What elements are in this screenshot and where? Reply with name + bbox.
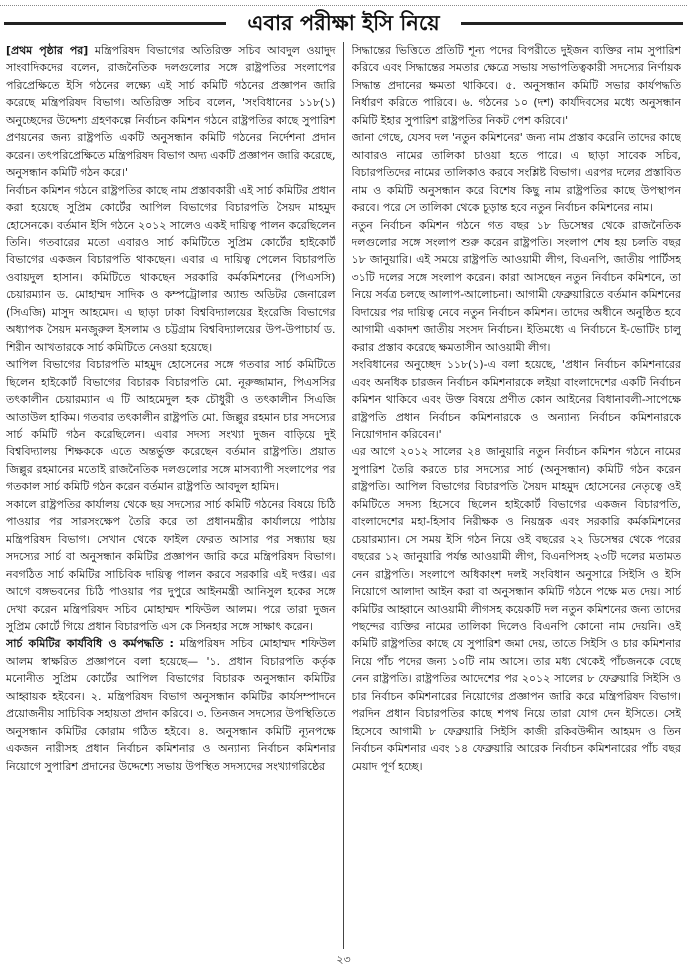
top-dotted-border — [0, 0, 687, 6]
paragraph — [352, 217, 682, 357]
headline-bar — [0, 8, 687, 38]
page-number: ২৩ — [336, 953, 351, 966]
paragraph-text: সিদ্ধান্তের ভিত্তিতে প্রতিটি শূন্য পদের বিপরীতে দুইজন ব্যক্তির নাম সুপারিশ করিবে এবং সিদ্ধান্তের সমতার ক্ষেত্রে সভায় সভাপতিত্বকারী সদস্যের নির্ণায়ক সিদ্ধান্ত প্রদানের ক্ষমতা থাকিবে। ৫. অনুসন্ধান কমিটি সভার কার্যপদ্ধতি নির্ধারণ করিতে পারিবে। ৬. গঠনের ১০ (দশ) কার্যদিবসের মধ্যে অনুসন্ধান কমিটি ইহার সুপারিশ রাষ্ট্রপতির নিকট পেশ করিবে।' — [351, 44, 681, 127]
paragraph — [6, 635, 336, 775]
headline: এবার পরীক্ষা ইসি নিয়ে — [237, 8, 449, 38]
paragraph — [6, 356, 336, 496]
paragraph-text: সংবিধানের অনুচ্ছেদ ১১৮(১)-এ বলা হয়েছে, 'প্রধান নির্বাচন কমিশনারের এবং অনধিক চারজন নির্বাচন কমিশনারকে লইয়া বাংলাদেশের একটি নির্বাচন কমিশন থাকিবে এবং উক্ত বিষয়ে প্রণীত কোন আইনের বিধানাবলী-সাপেক্ষে রাষ্ট্রপতি প্রধান নির্বাচন কমিশনারকে ও অন্যান্য নির্বাচন কমিশনারকে নিয়োগদান করিবেন।' — [351, 358, 681, 441]
paragraph-text: মন্ত্রিপরিষদ বিভাগের অতিরিক্ত সচিব আবদুল ওয়াদুদ সাংবাদিকদের বলেন, রাজনৈতিক দলগুলোর সঙ্গে রাষ্ট্রপতির সংলাপের পরিপ্রেক্ষিতে ইসি গঠনের লক্ষ্যে এই সার্চ কমিটি গঠনের প্রজ্ঞাপন জারি করেছে মন্ত্রিপরিষদ বিভাগ। অতিরিক্ত সচিব বলেন, 'সংবিধানের ১১৮(১) অনুচ্ছেদের উদ্দেশ্য গ্রহণকল্পে নির্বাচন কমিশন গঠনে রাষ্ট্রপতির কাছে সুপারিশ প্রণয়নের জন্য রাষ্ট্রপতি একটি অনুসন্ধান কমিটি গঠনের নির্দেশনা প্রদান করেন। তৎপরিপ্রেক্ষিতে মন্ত্রিপরিষদ বিভাগ অদ্য একটি প্রজ্ঞাপন জারি করেছে, অনুসন্ধান কমিটি গঠন করে।' — [6, 44, 336, 180]
paragraph-text: জানা গেছে, যেসব দল 'নতুন কমিশনের' জন্য নাম প্রস্তাব করেনি তাদের কাছে আবারও নামের তালিকা চাওয়া হতে পারে। এ ছাড়া সাবেক সচিব, বিচারপতিদের নামের তালিকাও করবে সংশ্লিষ্ট বিভাগ। এরপর দলের প্রস্তাবিত নাম ও কমিটি অনুসন্ধান করে বিশেষ কিছু নাম রাষ্ট্রপতির কাছে উপস্থাপন করবে। পরে সে তালিকা থেকে চূড়ান্ত হবে নতুন নির্বাচন কমিশনের নাম। — [351, 131, 681, 215]
paragraph-text: নির্বাচন কমিশন গঠনে রাষ্ট্রপতির কাছে নাম প্রস্তাবকারী এই সার্চ কমিটির প্রধান করা হয়েছে সুপ্রিম কোর্টের আপিল বিভাগের বিচারপতি সৈয়দ মাহমুদ হোসেনকে। বর্তমান ইসি গঠনে ২০১২ সালেও একই দায়িত্ব পালন করেছিলেন তিনি। গতবারের মতো এবারও সার্চ কমিটিতে সুপ্রিম কোর্টের হাইকোর্ট বিভাগের একজন বিচারপতি থাকছেন। এবার এ দায়িত্ব পেলেন বিচারপতি ওবায়দুল হাসান। কমিটিতে থাকছেন সরকারি কর্মকমিশনের (পিএসসি) চেয়ারম্যান ড. মোহাম্মদ সাদিক ও কম্পট্রোলার অ্যান্ড অডিটর জেনারেল (সিএজি) মাসুদ আহমেদ। এ ছাড়া ঢাকা বিশ্ববিদ্যালয়ের ইংরেজি বিভাগের অধ্যাপক সৈয়দ মনজুরুল ইসলাম ও চট্টগ্রাম বিশ্ববিদ্যালয়ের উপ-উপাচার্য ড. শিরীন আখতারকে সার্চ কমিটিতে নেওয়া হয়েছে। — [6, 183, 336, 354]
paragraph-text: আপিল বিভাগের বিচারপতি মাহমুদ হোসেনের সঙ্গে গতবার সার্চ কমিটিতে ছিলেন হাইকোর্ট বিভাগের বিচারক বিচারপতি মো. নূরুজ্জামান, পিএসসির তৎকালীন চেয়ারম্যান এ টি আহমেদুল হক চৌধুরী ও তৎকালীন সিএজি আতাউল হাকিম। গতবার তৎকালীন রাষ্ট্রপতি মো. জিল্লুর রহমান চার সদস্যের সার্চ কমিটি গঠন করেছিলেন। এবার সদস্য সংখ্যা দুজন বাড়িয়ে দুই বিশ্ববিদ্যালয় শিক্ষককে এতে অন্তর্ভুক্ত করেছেন বর্তমান রাষ্ট্রপতি। প্রয়াত জিল্লুর রহমানের মতোই রাজনৈতিক দলগুলোর সঙ্গে মাসব্যাপী সংলাপের পর গতকাল সার্চ কমিটি গঠন করেন বর্তমান রাষ্ট্রপতি আবদুল হামিদ। — [6, 358, 336, 494]
paragraph-text: মন্ত্রিপরিষদ সচিব মোহাম্মদ শফিউল আলম স্বাক্ষরিত প্রজ্ঞাপনে বলা হয়েছে— '১. প্রধান বিচারপতি কর্তৃক মনোনীত সুপ্রিম কোর্টের আপিল বিভাগের বিচারক অনুসন্ধান কমিটির আহ্বায়ক হইবেন। ২. মন্ত্রিপরিষদ বিভাগ অনুসন্ধান কমিটির কার্যসম্পাদনে প্রয়োজনীয় সাচিবিক সহায়তা প্রদান করিবে। ৩. তিনজন সদস্যের উপস্থিতিতে অনুসন্ধান কমিটির কোরাম গঠিত হইবে। ৪. অনুসন্ধান কমিটি ন্যূনপক্ষে একজন নারীসহ প্রধান নির্বাচন কমিশনার ও অন্যান্য নির্বাচন কমিশনার নিয়োগে সুপারিশ প্রদানের উদ্দেশ্যে সভায় উপস্থিত সদস্যদের সংখ্যাগরিষ্ঠের — [6, 637, 336, 773]
paragraph — [352, 443, 682, 775]
paragraph — [6, 182, 336, 357]
right-column — [352, 42, 682, 949]
paragraph-text: সকালে রাষ্ট্রপতির কার্যালয় থেকে ছয় সদস্যের সার্চ কমিটি গঠনের বিষয়ে চিঠি পাওয়ার পর সারসংক্ষেপ তৈরি করে তা প্রধানমন্ত্রীর কার্যালয়ে পাঠায় মন্ত্রিপরিষদ বিভাগ। সেখান থেকে ফাইল ফেরত আসার পর সন্ধ্যায় ছয় সদস্যের সার্চ বা অনুসন্ধান কমিটির প্রজ্ঞাপন জারি করে মন্ত্রিপরিষদ বিভাগ। নবগঠিত সার্চ কমিটির সাচিবিক দায়িত্ব পালন করবে সরকারি এই দপ্তর। এর আগে বঙ্গভবনের চিঠি পাওয়ার পর দুপুরে আইনমন্ত্রী আনিসুল হকের সঙ্গে দেখা করেন মন্ত্রিপরিষদ সচিব মোহাম্মদ শফিউল আলম। পরে তারা দুজন সুপ্রিম কোর্টে গিয়ে প্রধান বিচারপতি এস কে সিনহার সঙ্গে সাক্ষাৎ করেন। — [6, 497, 336, 633]
paragraph-lead: [প্রথম পৃষ্ঠার পর] — [6, 44, 89, 57]
paragraph-text: এর আগে ২০১২ সালের ২৪ জানুয়ারি নতুন নির্বাচন কমিশন গঠনে নামের সুপারিশ তৈরি করতে চার সদস্যের সার্চ (অনুসন্ধান) কমিটি গঠন করেন রাষ্ট্রপতি। আপিল বিভাগের বিচারপতি সৈয়দ মাহমুদ হোসেনের নেতৃত্বে ওই কমিটিতে সদস্য হিসেবে ছিলেন হাইকোর্ট বিভাগের একজন বিচারপতি, বাংলাদেশের মহা-হিসাব নিরীক্ষক ও নিয়ন্ত্রক এবং সরকারি কর্মকমিশনের চেয়ারম্যান। সে সময় ইসি গঠন নিয়ে ওই বছরের ২২ ডিসেম্বর থেকে পরের বছরের ১২ জানুয়ারি পর্যন্ত আওয়ামী লীগ, বিএনপিসহ ২৩টি দলের মতামত নেন রাষ্ট্রপতি। সংলাপে অধিকাংশ দলই সংবিধান অনুসারে সিইসি ও ইসি নিয়োগে আলাদা আইন করা বা অনুসন্ধান কমিটি গঠনে পক্ষে মত দেয়। সার্চ কমিটির আহ্বানে আওয়ামী লীগসহ কয়েকটি দল নতুন কমিশনের জন্য তাদের পছন্দের ব্যক্তির নামের তালিকা দিলেও বিএনপি কোনো নাম দেয়নি। ওই কমিটি রাষ্ট্রপতির কাছে যে সুপারিশ জমা দেয়, তাতে সিইসি ও চার কমিশনার নিয়ে পাঁচ পদের জন্য ১০টি নাম আসে। তার মধ্য থেকেই পাঁচজনকে বেছে নেন রাষ্ট্রপতি। রাষ্ট্রপতির আদেশের পর ২০১২ সালের ৮ ফেব্রুয়ারি সিইসি ও চার নির্বাচন কমিশনারের নিয়োগের প্রজ্ঞাপন জারি করে মন্ত্রিপরিষদ বিভাগ। পরদিন প্রধান বিচারপতির কাছে শপথ নিয়ে তারা যোগ দেন ইসিতে। সেই হিসেবে আগামী ৮ ফেব্রুয়ারি সিইসি কাজী রকিবউদ্দীন আহমদ ও তিন নির্বাচন কমিশনার এবং ১৪ ফেব্রুয়ারি আরেক নির্বাচন কমিশনারের পাঁচ বছর মেয়াদ পূর্ণ হচ্ছে। — [351, 445, 681, 773]
paragraph — [352, 129, 682, 216]
paragraph — [6, 496, 336, 636]
article-body — [6, 42, 681, 949]
left-column — [6, 42, 344, 949]
paragraph-text: নতুন নির্বাচন কমিশন গঠনে গত বছর ১৮ ডিসেম্বর থেকে রাজনৈতিক দলগুলোর সঙ্গে সংলাপ শুরু করেন রাষ্ট্রপতি। সংলাপ শেষ হয় চলতি বছর ১৮ জানুয়ারি। এই সময়ে রাষ্ট্রপতি আওয়ামী লীগ, বিএনপি, জাতীয় পার্টিসহ ৩১টি দলের সঙ্গে সংলাপ করেন। কারা আসছেন নতুন নির্বাচন কমিশনে, তা নিয়ে সর্বত্র চলছে আলাপ-আলোচনা। আগামী ফেব্রুয়ারিতে বর্তমান কমিশনের বিদায়ের পর দায়িত্ব নেবে নতুন নির্বাচন কমিশন। তাদের অধীনে অনুষ্ঠিত হবে আগামী একাদশ জাতীয় সংসদ নির্বাচন। ইতিমধ্যে এ নির্বাচনে ই-ভোটিং চালু করার প্রস্তাব করেছে ক্ষমতাসীন আওয়ামী লীগ। — [351, 218, 681, 354]
paragraph-lead: সার্চ কমিটির কার্যবিধি ও কর্মপদ্ধতি : — [6, 637, 174, 651]
paragraph — [6, 42, 336, 182]
paragraph — [352, 42, 682, 129]
headline-rule-left — [4, 22, 226, 25]
paragraph — [352, 356, 682, 443]
headline-rule-right — [461, 22, 683, 25]
